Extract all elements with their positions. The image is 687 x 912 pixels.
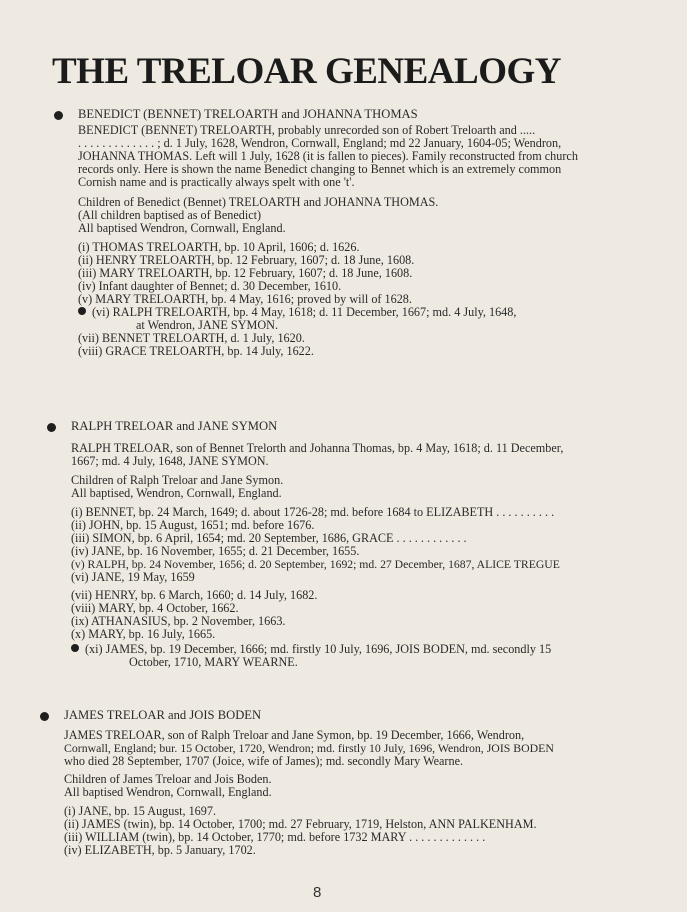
page-title: THE TRELOAR GENEALOGY bbox=[52, 51, 561, 92]
child-entry: (vii) HENRY, bp. 6 March, 1660; d. 14 July, 1682. bbox=[71, 588, 318, 602]
section-bullet-1 bbox=[54, 111, 63, 120]
child-entry: (viii) MARY, bp. 4 October, 1662. bbox=[71, 601, 239, 615]
child-entry: (v) RALPH, bp. 24 November, 1656; d. 20 September, 1692; md. 27 December, 1687, ALICE TREGUE bbox=[71, 558, 560, 571]
text-line: . . . . . . . . . . . . . ; d. 1 July, 1628, Wendron, Cornwall, England; md 22 January, 1604-05; Wendron, bbox=[78, 136, 562, 150]
text-line: All baptised Wendron, Cornwall, England. bbox=[64, 785, 272, 799]
section-bullet-3 bbox=[40, 712, 49, 721]
child-entry: (viii) GRACE TRELOARTH, bp. 14 July, 1622. bbox=[78, 344, 314, 358]
section-heading-3: JAMES TRELOAR and JOIS BODEN bbox=[64, 708, 262, 722]
child-entry: (iii) WILLIAM (twin), bp. 14 October, 1770; md. before 1732 MARY . . . . . . . . . . . . . bbox=[64, 830, 486, 844]
child-entry: (i) BENNET, bp. 24 March, 1649; d. about 1726-28; md. before 1684 to ELIZABETH . . . . . . . . . . bbox=[71, 505, 555, 519]
text-line: (All children baptised as of Benedict) bbox=[78, 208, 262, 222]
text-line: Children of Benedict (Bennet) TRELOARTH and JOHANNA THOMAS. bbox=[78, 195, 439, 209]
child-entry: (i) JANE, bp. 15 August, 1697. bbox=[64, 804, 217, 818]
child-entry-text: (xi) JAMES, bp. 19 December, 1666; md. firstly 10 July, 1696, JOIS BODEN, md. secondly 15 bbox=[85, 642, 552, 656]
child-entry: (iv) Infant daughter of Bennet; d. 30 December, 1610. bbox=[78, 279, 342, 293]
child-entry: (ii) HENRY TRELOARTH, bp. 12 February, 1607; d. 18 June, 1608. bbox=[78, 253, 415, 267]
text-line: who died 28 September, 1707 (Joice, wife of James); md. secondly Mary Wearne. bbox=[64, 754, 464, 768]
text-line: BENEDICT (BENNET) TRELOARTH, probably unrecorded son of Robert Treloarth and ..... bbox=[78, 123, 536, 137]
child-entry: (x) MARY, bp. 16 July, 1665. bbox=[71, 627, 216, 641]
section-heading-1: BENEDICT (BENNET) TRELOARTH and JOHANNA THOMAS bbox=[78, 107, 418, 121]
section-bullet-2 bbox=[47, 423, 56, 432]
inline-bullet bbox=[71, 644, 79, 652]
page-number: 8 bbox=[313, 884, 322, 901]
child-entry: (ii) JAMES (twin), bp. 14 October, 1700; md. 27 February, 1719, Helston, ANN PALKENHAM. bbox=[64, 817, 537, 831]
child-entry: (ix) ATHANASIUS, bp. 2 November, 1663. bbox=[71, 614, 286, 628]
child-entry: (vi) JANE, 19 May, 1659 bbox=[71, 570, 195, 584]
child-entry: (ii) JOHN, bp. 15 August, 1651; md. before 1676. bbox=[71, 518, 315, 532]
text-line: JAMES TRELOAR, son of Ralph Treloar and Jane Symon, bp. 19 December, 1666, Wendron, bbox=[64, 728, 525, 742]
section-heading-2: RALPH TRELOAR and JANE SYMON bbox=[71, 419, 278, 433]
child-entry: (iv) JANE, bp. 16 November, 1655; d. 21 December, 1655. bbox=[71, 544, 360, 558]
child-entry: (i) THOMAS TRELOARTH, bp. 10 April, 1606; d. 1626. bbox=[78, 240, 360, 254]
text-line: 1667; md. 4 July, 1648, JANE SYMON. bbox=[71, 454, 269, 468]
text-line: records only. Here is shown the name Benedict changing to Bennet which is an extremely common bbox=[78, 162, 562, 176]
child-entry: (vii) BENNET TRELOARTH, d. 1 July, 1620. bbox=[78, 331, 305, 345]
text-line: RALPH TRELOAR, son of Bennet Trelorth and Johanna Thomas, bp. 4 May, 1618; d. 11 December, bbox=[71, 441, 564, 455]
text-line: Cornwall, England; bur. 15 October, 1720, Wendron; md. firstly 10 July, 1696, Wendron, JOIS BODEN bbox=[64, 741, 554, 755]
child-entry-text: (vi) RALPH TRELOARTH, bp. 4 May, 1618; d. 11 December, 1667; md. 4 July, 1648, bbox=[92, 305, 517, 319]
text-line: All baptised Wendron, Cornwall, England. bbox=[78, 221, 286, 235]
text-line: Children of James Treloar and Jois Boden. bbox=[64, 772, 272, 786]
inline-bullet bbox=[78, 307, 86, 315]
text-line: at Wendron, JANE SYMON. bbox=[136, 318, 278, 332]
text-line: Cornish name and is practically always spelt with one 't'. bbox=[78, 175, 355, 189]
child-entry: (iii) MARY TRELOARTH, bp. 12 February, 1607; d. 18 June, 1608. bbox=[78, 266, 413, 280]
text-line: October, 1710, MARY WEARNE. bbox=[129, 655, 298, 669]
text-line: All baptised, Wendron, Cornwall, England. bbox=[71, 486, 282, 500]
child-entry: (iv) ELIZABETH, bp. 5 January, 1702. bbox=[64, 843, 256, 857]
text-line: Children of Ralph Treloar and Jane Symon. bbox=[71, 473, 284, 487]
child-entry: (iii) SIMON, bp. 6 April, 1654; md. 20 September, 1686, GRACE . . . . . . . . . . . . bbox=[71, 531, 467, 545]
child-entry: (v) MARY TRELOARTH, bp. 4 May, 1616; proved by will of 1628. bbox=[78, 292, 412, 306]
text-line: JOHANNA THOMAS. Left will 1 July, 1628 (it is fallen to pieces). Family reconstructed from church bbox=[78, 149, 578, 163]
